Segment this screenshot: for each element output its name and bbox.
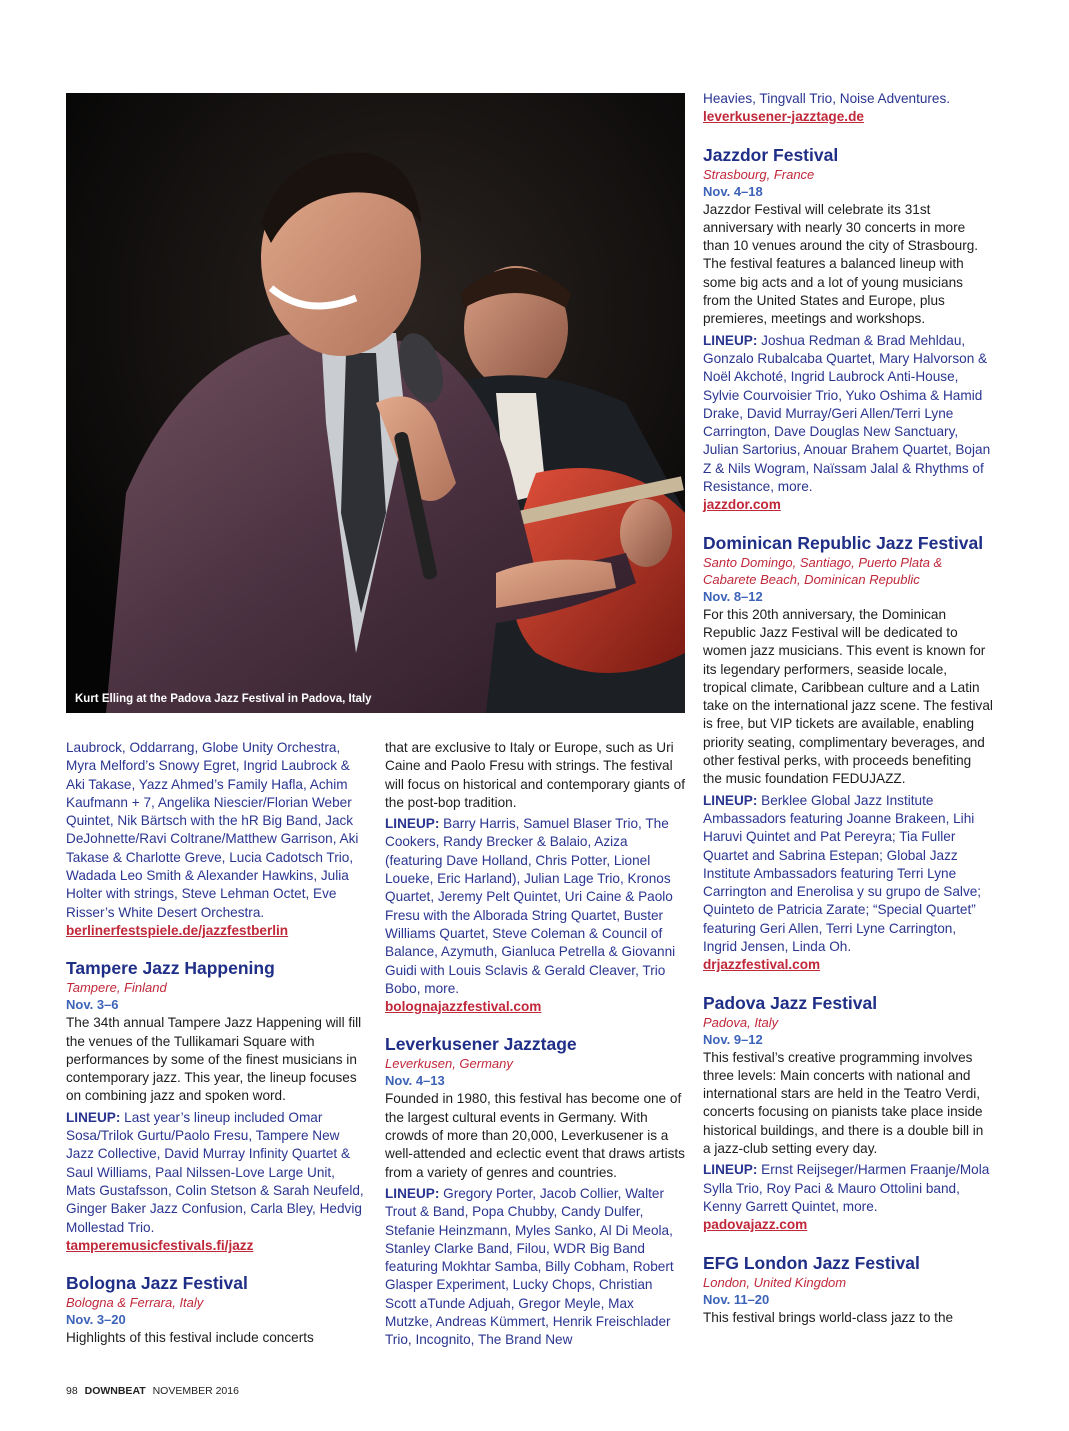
festival-dominican xyxy=(703,533,993,975)
festival-lineup xyxy=(703,792,993,957)
lineup-text: Barry Harris, Samuel Blaser Trio, The Cookers, Randy Brecker & Balaio, Aziza (featuring Dave Holland, Chris Potter, Lionel Loueke, Eric Harland), Julian Lage Trio, Kronos Quartet, Jeremy Pelt Quintet, Uri Caine & Paolo Fresu with the Alborada String Quartet, Buster Williams Quartet, Steve Coleman & Council of Balance, Azymuth, Gianluca Petrella & Giovanni Guidi with Louis Sclavis & Gerald Cleaver, Trio Bobo, more. xyxy=(385,816,676,996)
festival-title: Dominican Republic Jazz Festival xyxy=(703,532,984,553)
page-number: 98 xyxy=(66,1385,78,1397)
festival-title: Tampere Jazz Happening xyxy=(66,958,275,979)
festival-dates: Nov. 4–13 xyxy=(385,1073,445,1089)
festival-link[interactable]: padovajazz.com xyxy=(703,1217,808,1233)
berlin-festival-link[interactable]: berlinerfestspiele.de/jazzfestberlin xyxy=(66,922,289,938)
lineup-label: LINEUP: xyxy=(703,1162,758,1178)
festival-dates: Nov. 9–12 xyxy=(703,1031,763,1047)
festival-link[interactable]: bolognajazzfestival.com xyxy=(385,999,542,1015)
page-footer xyxy=(66,1385,243,1397)
festival-london xyxy=(703,1253,993,1327)
festival-description: For this 20th anniversary, the Dominican Republic Jazz Festival will be dedicated to women jazz musicians. This event is known for its legendary performers, seaside locale, tropical climate, Caribbean culture and a Latin take on the international jazz scene. The festival is free, but VIP tickets are available, enabling priority seating, complimentary beverages, and other festival perks, with proceeds benefiting the music foundation FEDUJAZZ. xyxy=(703,606,993,787)
festival-description: Jazzdor Festival will celebrate its 31st anniversary with nearly 30 concerts in more than 10 venues around the city of Strasbourg. The festival features a balanced lineup with some big acts and a lot of young musicians from the United States and Europe, plus premieres, meetings and workshops. xyxy=(703,201,979,327)
festival-title: Leverkusener Jazztage xyxy=(385,1034,577,1055)
festival-leverkusener xyxy=(385,1034,685,1349)
festival-dates: Nov. 3–20 xyxy=(66,1312,126,1328)
festival-location: London, United Kingdom xyxy=(703,1274,847,1290)
lineup-label: LINEUP: xyxy=(385,816,440,832)
festival-link[interactable]: jazzdor.com xyxy=(703,497,781,513)
lineup-label: LINEUP: xyxy=(66,1109,121,1125)
column-1 xyxy=(66,739,366,1347)
festival-padova xyxy=(703,993,993,1235)
festival-dates: Nov. 3–6 xyxy=(66,997,119,1013)
lineup-label: LINEUP: xyxy=(703,332,758,348)
festival-title: Jazzdor Festival xyxy=(703,144,839,165)
photo-credit: MICHELE GIOTTO xyxy=(731,210,740,286)
festival-description: Highlights of this festival include concerts xyxy=(66,1330,314,1346)
column-3 xyxy=(703,90,993,1327)
festival-lineup xyxy=(385,1185,685,1350)
festival-lineup-continued: Heavies, Tingvall Trio, Noise Adventures. xyxy=(703,91,951,106)
festival-lineup xyxy=(703,1161,993,1216)
festival-lineup xyxy=(66,1109,366,1237)
festival-location: Bologna & Ferrara, Italy xyxy=(66,1295,204,1311)
photo-illustration xyxy=(66,93,685,713)
festival-location: Leverkusen, Germany xyxy=(385,1056,513,1072)
festival-location: Strasbourg, France xyxy=(703,166,815,182)
lineup-text: Berklee Global Jazz Institute Ambassadors featuring Joanne Brakeen, Lihi Haruvi Quintet and Pat Pereyra; Tia Fuller Quartet and Sabrina Estepan; Global Jazz Institute Ambassadors featuring Terri Lyne Carrington and Enerolisa y su grupo de Salve; Quinteto de Patricia Zarate; “Special Quartet” featuring Geri Allen, Terri Lyne Carrington, Ingrid Jensen, Linda Oh. xyxy=(703,792,982,954)
lineup-label: LINEUP: xyxy=(385,1185,440,1201)
festival-lineup xyxy=(385,815,685,998)
lineup-text: Last year’s lineup included Omar Sosa/Trilok Gurtu/Paolo Fresu, Tampere New Jazz Collective, David Murray Infinity Quartet & Saul Williams, Paal Nilssen-Love Large Unit, Mats Gustafsson, Colin Stetson & Sarah Neufeld, Ginger Baker Jazz Confusion, Carla Bley, Hedvig Mollestad Trio. xyxy=(66,1109,364,1235)
festival-description: This festival’s creative programming involves three levels: Main concerts with national and international stars are held in the Teatro Verdi, concerts focusing on pianists take place inside historical buildings, and there is a double bill in a jazz-club setting every day. xyxy=(703,1049,984,1157)
festival-link[interactable]: tamperemusicfestivals.fi/jazz xyxy=(66,1237,254,1253)
magazine-name: DOWNBEAT xyxy=(84,1385,146,1397)
festival-title: EFG London Jazz Festival xyxy=(703,1252,920,1273)
lineup-text: Joshua Redman & Brad Mehldau, Gonzalo Rubalcaba Quartet, Mary Halvorson & Noël Akchoté, Ingrid Laubrock Anti-House, Sylvie Courvoisier Trio, Yuko Oshima & Hamid Drake, David Murray/Geri Allen/Terri Lyne Carrington, Dave Douglas New Sanctuary, Julian Sartorius, Anouar Brahem Quartet, Bojan Z & Nils Wogram, Naïssam Jalal & Rhythms of Resistance, more. xyxy=(703,332,991,495)
lineup-text: Gregory Porter, Jacob Collier, Walter Trout & Band, Popa Chubby, Candy Dulfer, Stefanie Heinzmann, Myles Sanko, Al Di Meola, Stanley Clarke Band, Filou, WDR Big Band featuring Mokhtar Samba, Billy Cobham, Robert Glasper Experiment, Lucky Chops, Christian Scott aTunde Adjuah, Gregor Meyle, Max Mutzke, Andreas Kümmert, Henrik Freischlader Trio, Incognito, The Brand New xyxy=(385,1185,674,1348)
festival-bologna xyxy=(66,1273,366,1347)
festival-link[interactable]: drjazzfestival.com xyxy=(703,957,821,973)
festival-tampere xyxy=(66,958,366,1255)
festival-title: Padova Jazz Festival xyxy=(703,992,878,1013)
festival-lineup xyxy=(703,332,993,497)
festival-description: This festival brings world-class jazz to the xyxy=(703,1309,954,1325)
festival-description: The 34th annual Tampere Jazz Happening will fill the venues of the Tullikamari Square with performances by some of the finest musicians in contemporary jazz. This year, the lineup focuses on combining jazz and spoken word. xyxy=(66,1015,362,1104)
festival-location: Santo Domingo, Santiago, Puerto Plata & Cabarete Beach, Dominican Republic xyxy=(703,554,943,587)
column-2 xyxy=(385,739,685,1350)
lineup-label: LINEUP: xyxy=(703,792,758,808)
festival-description: Founded in 1980, this festival has become one of the largest cultural events in Germany. With crowds of more than 20,000, Leverkusener is a well-attended and eclectic event that draws artists from a variety of genres and countries. xyxy=(385,1091,685,1180)
festival-location: Tampere, Finland xyxy=(66,980,167,996)
festival-title: Bologna Jazz Festival xyxy=(66,1273,248,1294)
festival-description-continued: that are exclusive to Italy or Europe, such as Uri Caine and Paolo Fresu with strings. The festival will focus on historical and contemporary giants of the post-bop tradition. xyxy=(385,740,685,810)
festival-link[interactable]: leverkusener-jazztage.de xyxy=(703,109,864,125)
lineup-text: Ernst Reijseger/Harmen Fraanje/Mola Sylla Trio, Roy Paci & Mauro Ottolini band, Kenny Garrett Quintet, more. xyxy=(703,1162,990,1214)
festival-dates: Nov. 8–12 xyxy=(703,588,763,604)
continued-lineup: Laubrock, Oddarrang, Globe Unity Orchestra, Myra Melford’s Snowy Egret, Ingrid Laubrock & Aki Takase, Yazz Ahmed’s Family Hafla, Achim Kaufmann + 7, Angelika Niescier/Florian Weber Quintet, Nik Bärtsch with the hR Big Band, Jack DeJohnette/Ravi Coltrane/Matthew Garrison, Aki Takase & Charlotte Greve, Lucia Cadotsch Trio, Wadada Leo Smith & Alexander Hawkins, Julia Holter with strings, Steve Lehman Octet, Eve Risser’s White Desert Orchestra. xyxy=(66,740,359,920)
issue-date: NOVEMBER 2016 xyxy=(152,1385,239,1397)
festival-dates: Nov. 11–20 xyxy=(703,1291,770,1307)
photo-caption: Kurt Elling at the Padova Jazz Festival in Padova, Italy xyxy=(75,693,372,705)
festival-jazzdor xyxy=(703,145,993,515)
festival-location: Padova, Italy xyxy=(703,1014,779,1030)
festival-dates: Nov. 4–18 xyxy=(703,183,763,199)
